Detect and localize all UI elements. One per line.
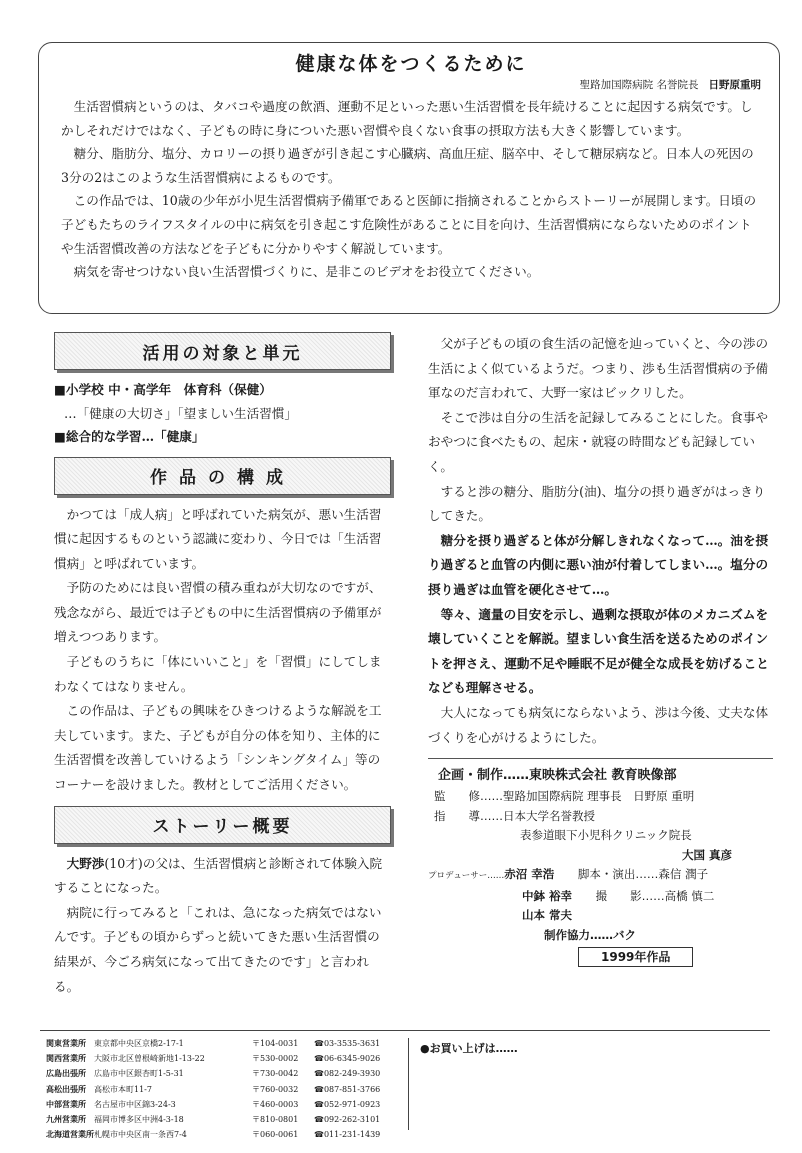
office-row (46, 1112, 406, 1127)
credit-camera: 撮 影……高橋 慎二 (595, 888, 715, 903)
office-row (46, 1051, 406, 1066)
intro-body (61, 95, 761, 284)
intro-paragraph: 糖分、脂肪分、塩分、カロリーの摂り過ぎが引き起こす心臓病、高血圧症、脳卒中、そして糖尿病など。日本人の死因の3分の2はこのような生活習慣病によるものです。 (61, 146, 754, 185)
credit-director: 脚本・演出……森信 潤子 (577, 867, 709, 881)
usage-line: ■小学校 中・高学年 体育科（保健） (54, 382, 272, 397)
office-address: 高松市本町11-7 (94, 1084, 152, 1094)
office-name: 九州営業所 (46, 1114, 86, 1125)
intro-paragraph: 病気を寄せつけない良い生活習慣づくりに、是非このビデオをお役立てください。 (73, 264, 540, 280)
credits-divider (428, 758, 773, 759)
story-heading: ストーリー概要 (54, 806, 391, 844)
office-name: 中部営業所 (46, 1098, 86, 1109)
office-address: 広島市中区銀杏町1-5-31 (94, 1069, 184, 1079)
office-address: 大阪市北区曽根崎新地1-13-22 (94, 1054, 205, 1064)
office-phone: ☎011-231-1439 (314, 1130, 381, 1140)
credit-cooperation: 制作協力……バク (544, 927, 636, 942)
footer-vertical-divider (408, 1038, 409, 1130)
office-name: 広島出張所 (46, 1068, 86, 1079)
office-row (46, 1127, 406, 1142)
producer-name: 山本 常夫 (522, 908, 573, 922)
office-address: 札幌市中央区南一条西7-4 (94, 1130, 187, 1140)
credit-row (428, 865, 778, 887)
office-row (46, 1066, 406, 1081)
office-phone: ☎092-262-3101 (314, 1115, 381, 1125)
composition-heading: 作品の構成 (54, 457, 391, 495)
usage-section (54, 378, 391, 449)
office-phone: ☎087-851-3766 (314, 1084, 381, 1094)
usage-line: …「健康の大切さ」「望ましい生活習慣」 (64, 405, 297, 421)
author-title: 聖路加国際病院 名誉院長 (579, 79, 699, 91)
composition-paragraph: 予防のためには良い習慣の積み重ねが大切なのですが、残念ながら、最近では子どもの中に生活習慣病の予備軍が増えつつあります。 (54, 580, 382, 645)
office-phone: ☎06-6345-9026 (314, 1054, 381, 1064)
author-name: 日野原重明 (708, 79, 761, 91)
story-paragraph: 父が子どもの頃の食生活の記憶を辿っていくと、今の渉の生活によく似ているようだ。つまり、渉も生活習慣病の予備軍なのだ言われて、大野一家はビックリした。 (428, 336, 769, 401)
office-row (46, 1082, 406, 1097)
year-badge: 1999年作品 (578, 947, 693, 967)
intro-paragraph: 生活習慣病というのは、タバコや過度の飲酒、運動不足といった悪い生活習慣を長年続けることに起因する病気です。しかしそれだけではなく、子どもの時に身についた悪い習慣や良くない食事の摂取方法も大きく影響しています。 (61, 99, 753, 138)
story-text: (10才)の父は、生活習慣病と診断されて体験入院することになった。 (54, 855, 383, 896)
producer-name: 赤沼 幸浩 (504, 867, 555, 881)
story-paragraph: そこで渉は自分の生活を記録してみることにした。食事やおやつに食べたもの、起床・就寝の時間なども記録していく。 (428, 409, 769, 474)
intro-box (38, 42, 780, 314)
protagonist-name: 大野渉 (66, 855, 105, 871)
usage-heading: 活用の対象と単元 (54, 332, 391, 370)
purchase-label: ●お買い上げは…… (420, 1042, 518, 1055)
office-phone: ☎052-971-0923 (314, 1099, 381, 1109)
credit-production: 企画・制作……東映株式会社 教育映像部 (438, 768, 677, 783)
office-address: 名古屋市中区錦3-24-3 (94, 1099, 176, 1109)
story-paragraph: 大人になっても病気にならないよう、渉は今後、丈夫な体づくりを心がけるようにした。 (428, 704, 769, 745)
intro-title: 健康な体をつくるために (295, 53, 527, 75)
office-address: 福岡市博多区中洲4-3-18 (94, 1115, 184, 1125)
office-zip: 〒730-0042 (252, 1069, 299, 1079)
story-paragraph: 病院に行ってみると「これは、急になった病気ではないんです。子どもの頃からずっと続いてきた悪い生活習慣の結果が、今ごろ病気になって出てきたのです」と言われる。 (54, 904, 382, 994)
credit-supervisor: 監 修……聖路加国際病院 理事長 日野原 重明 (434, 789, 695, 803)
producer-label: プロデューサー…… (428, 871, 505, 881)
office-row (46, 1097, 406, 1112)
office-row (46, 1036, 406, 1051)
producer-name: 中鉢 裕幸 (522, 888, 573, 903)
right-column (428, 332, 773, 750)
office-name: 北海道営業所 (46, 1129, 94, 1140)
office-zip: 〒530-0002 (252, 1054, 299, 1064)
office-name: 関西営業所 (46, 1053, 86, 1064)
usage-line: ■総合的な学習…「健康」 (54, 429, 205, 444)
credit-row (428, 887, 778, 907)
story-bold-paragraph: 等々、適量の目安を示し、過剰な摂取が体のメカニズムを壊していくことを解説。望ましい食生活を送るためのポイントを押さえ、運動不足や睡眠不足が健全な成長を妨げることなども理解させる。 (428, 606, 769, 696)
office-phone: ☎082-249-3930 (314, 1069, 381, 1079)
office-name: 高松出張所 (46, 1083, 86, 1094)
office-zip: 〒460-0003 (252, 1099, 299, 1109)
composition-paragraph: 子どものうちに「体にいいこと」を「習慣」にしてしまわなくてはなりません。 (54, 654, 382, 694)
story-continued (428, 332, 773, 750)
composition-paragraph: この作品は、子どもの興味をひきつけるような解説を工夫しています。また、子どもが自分の体を知り、主体的に生活習慣を改善していけるよう「シンキングタイム」等のコーナーを設けました。教材としてご活用ください。 (54, 703, 382, 793)
left-column (54, 332, 391, 999)
story-paragraph (54, 852, 391, 901)
credits (428, 758, 778, 968)
office-zip: 〒104-0031 (252, 1039, 299, 1048)
office-address: 東京都中央区京橋2-17-1 (94, 1039, 184, 1048)
story-bold-paragraph: 糖分を摂り過ぎると体が分解しきれなくなって…。油を摂り過ぎると血管の内側に悪い油が付着してしまい…。塩分の摂り過ぎは血管を硬化させて…。 (428, 532, 769, 597)
intro-author (61, 77, 761, 93)
intro-paragraph: この作品では、10歳の少年が小児生活習慣病予備軍であると医師に指摘されることからストーリーが展開します。日頃の子どもたちのライフスタイルの中に病気を引き起こす危険性があることに目を向け、生活習慣病にならないためのポイントや生活習慣改善の方法などを子どもに分かりやすく解説しています。 (61, 193, 757, 256)
office-zip: 〒060-0061 (252, 1130, 299, 1140)
office-list (46, 1036, 406, 1142)
office-zip: 〒760-0032 (252, 1084, 299, 1094)
credit-guidance: 表参道眼下小児科クリニック院長 (520, 828, 692, 842)
office-name: 関東営業所 (46, 1038, 86, 1048)
office-phone: ☎03-3535-3631 (314, 1039, 381, 1048)
office-zip: 〒810-0801 (252, 1115, 299, 1125)
story-body (54, 852, 391, 1000)
composition-body (54, 503, 391, 798)
footer-divider (40, 1030, 770, 1031)
credit-guidance-name: 大国 真彦 (682, 847, 733, 862)
story-paragraph: すると渉の糖分、脂肪分(油)、塩分の摂り過ぎがはっきりしてきた。 (428, 483, 766, 524)
credit-guidance: 指 導……日本大学名誉教授 (434, 808, 595, 823)
composition-paragraph: かつては「成人病」と呼ばれていた病気が、悪い生活習慣に起因するものという認識に変わり、今日では「生活習慣病」と呼ばれています。 (54, 506, 382, 571)
